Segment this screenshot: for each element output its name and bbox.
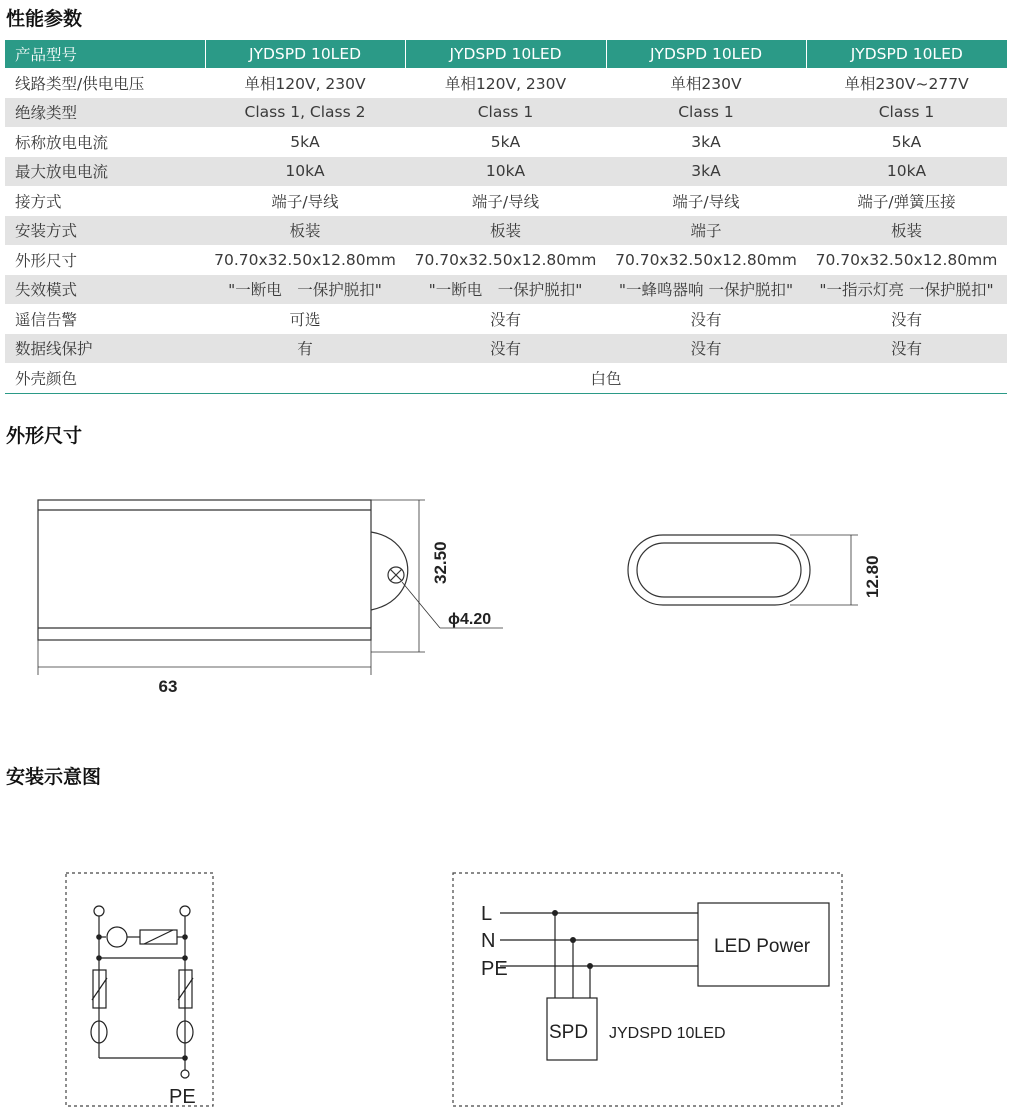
row-label: 外壳颜色 xyxy=(5,363,205,393)
row-value: 单相120V, 230V xyxy=(444,74,567,93)
thickness-label: 12.80 xyxy=(863,555,882,598)
row-value: 70.70x32.50x12.80mm xyxy=(815,250,998,269)
length-label: 63 xyxy=(158,677,178,696)
row-value: 10kA xyxy=(205,157,405,187)
spec-row xyxy=(5,216,1007,246)
spec-row xyxy=(5,275,1007,305)
row-value: 端子/导线 xyxy=(271,192,339,211)
end-view-drawing xyxy=(628,535,858,605)
row-value: 5kA xyxy=(290,132,320,151)
row-value: 10kA xyxy=(405,157,606,187)
row-value: Class 1 xyxy=(405,98,606,128)
row-label: 绝缘类型 xyxy=(5,98,205,128)
spec-row xyxy=(5,68,1007,98)
spec-row xyxy=(5,245,1007,275)
row-value: 3kA xyxy=(691,132,721,151)
spec-row-color xyxy=(5,363,1007,393)
row-value: "一指示灯亮 一保护脱扣" xyxy=(806,275,1007,305)
circuit-pe-label: PE xyxy=(169,1086,196,1108)
row-value: 板装 xyxy=(205,216,405,246)
row-label: 标称放电电流 xyxy=(15,133,109,152)
row-value: 单相120V, 230V xyxy=(244,74,366,93)
row-value: 单相230V~277V xyxy=(844,74,969,93)
row-value: 10kA xyxy=(806,157,1007,187)
row-value: 白色 xyxy=(205,363,1007,393)
row-value: "一蜂鸣器响 一保护脱扣" xyxy=(606,275,806,305)
row-value: Class 1, Class 2 xyxy=(205,98,405,128)
row-value: 有 xyxy=(205,334,405,364)
header-cell: JYDSPD 10LED xyxy=(205,40,405,68)
row-value: 没有 xyxy=(690,310,722,329)
row-value: 70.70x32.50x12.80mm xyxy=(615,250,797,269)
row-value: 没有 xyxy=(890,310,922,329)
spec-row xyxy=(5,157,1007,187)
install-section-title: 安装示意图 xyxy=(6,766,102,788)
row-value: 没有 xyxy=(489,310,521,329)
spd-label: SPD xyxy=(549,1022,589,1043)
row-value: 5kA xyxy=(490,132,521,151)
row-value: Class 1 xyxy=(606,98,806,128)
header-cell: JYDSPD 10LED xyxy=(606,40,806,68)
line-pe-label: PE xyxy=(481,958,508,980)
spec-row xyxy=(5,127,1007,157)
row-value: 端子/弹簧压接 xyxy=(857,192,956,211)
internal-circuit xyxy=(66,873,213,1106)
row-value: 没有 xyxy=(606,334,806,364)
installation-wiring xyxy=(453,873,842,1106)
header-cell: 产品型号 xyxy=(5,40,205,68)
row-label: 遥信告警 xyxy=(15,310,78,329)
row-value: 板装 xyxy=(405,216,606,246)
row-value: 70.70x32.50x12.80mm xyxy=(214,250,396,269)
row-label: 安装方式 xyxy=(5,216,205,246)
hole-label: ϕ4.20 xyxy=(448,611,492,628)
row-value: "一断电 一保护脱扣" xyxy=(205,275,405,305)
header-cell: JYDSPD 10LED xyxy=(405,40,606,68)
row-value: 端子/导线 xyxy=(672,192,740,211)
spec-header-row xyxy=(5,40,1007,68)
spec-table xyxy=(5,40,1007,394)
spec-row xyxy=(5,334,1007,364)
row-value: 端子/导线 xyxy=(471,192,540,211)
row-value: Class 1 xyxy=(806,98,1007,128)
row-value: 没有 xyxy=(806,334,1007,364)
row-label: 失效模式 xyxy=(5,275,205,305)
row-value: 单相230V xyxy=(670,74,742,93)
dimensions-section-title: 外形尺寸 xyxy=(6,425,83,447)
spec-row xyxy=(5,304,1007,334)
row-label: 外形尺寸 xyxy=(15,251,78,270)
row-value: 3kA xyxy=(606,157,806,187)
row-label: 线路类型/供电电压 xyxy=(15,74,145,93)
spec-row xyxy=(5,186,1007,216)
row-value: "一断电 一保护脱扣" xyxy=(405,275,606,305)
header-cell: JYDSPD 10LED xyxy=(806,40,1007,68)
row-label: 最大放电电流 xyxy=(5,157,205,187)
row-value: 70.70x32.50x12.80mm xyxy=(414,250,597,269)
line-n-label: N xyxy=(481,930,496,952)
specs-section-title: 性能参数 xyxy=(6,8,83,30)
model-label: JYDSPD 10LED xyxy=(609,1025,726,1042)
row-value: 可选 xyxy=(289,310,321,329)
line-l-label: L xyxy=(481,903,493,925)
row-value: 板装 xyxy=(806,216,1007,246)
row-value: 没有 xyxy=(405,334,606,364)
side-view-drawing xyxy=(38,500,503,675)
row-value: 端子 xyxy=(606,216,806,246)
row-label: 数据线保护 xyxy=(5,334,205,364)
row-label: 接方式 xyxy=(15,192,62,211)
height-label: 32.50 xyxy=(431,541,450,584)
row-value: 5kA xyxy=(891,132,922,151)
spec-row xyxy=(5,98,1007,128)
led-power-label: LED Power xyxy=(714,936,811,957)
